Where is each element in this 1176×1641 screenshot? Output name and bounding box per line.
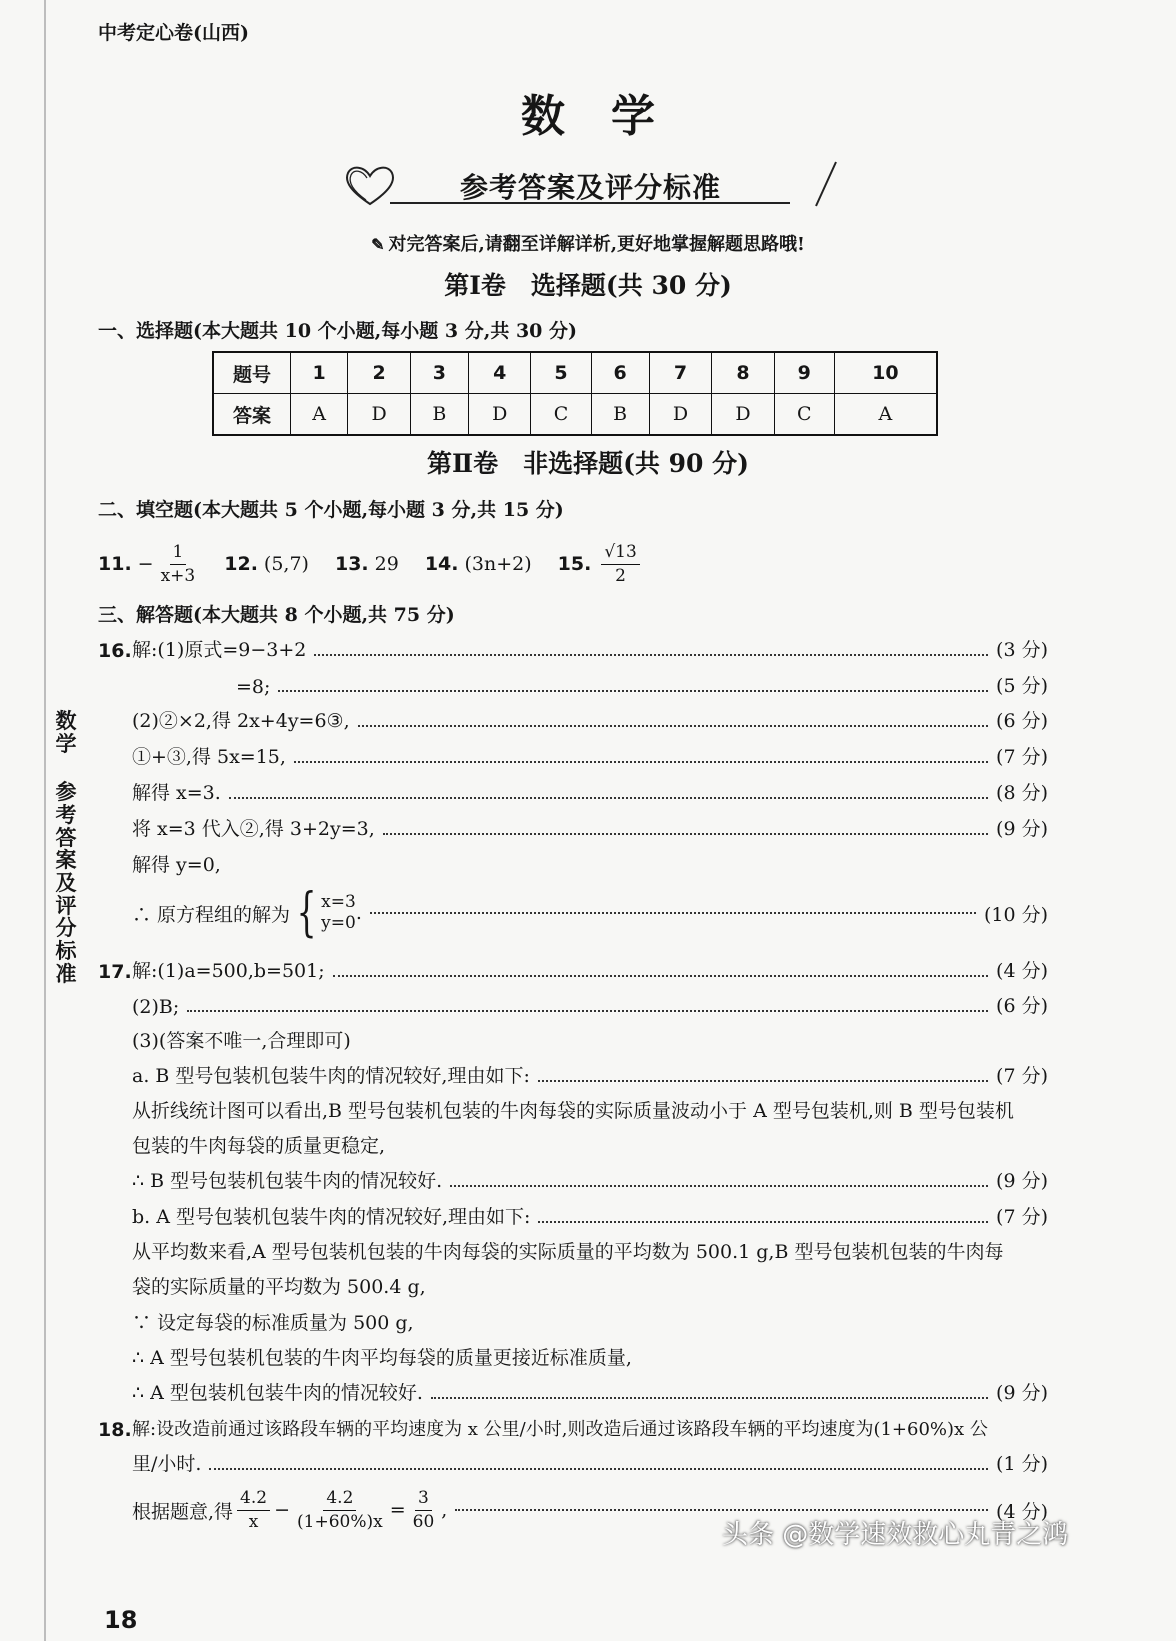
fraction <box>237 1487 270 1532</box>
dot-leader <box>455 1509 988 1511</box>
side-char: 及 <box>55 870 77 896</box>
dot-leader <box>358 725 988 727</box>
choice-answer-table <box>212 351 938 436</box>
answer-sign: − <box>137 553 154 575</box>
q17-line <box>98 1375 1048 1405</box>
q17-line <box>98 953 1048 983</box>
dot-leader <box>314 654 988 656</box>
table-cell-answer: A <box>834 394 937 436</box>
solution-text: 从平均数来看,A 型号包装机包装的牛肉每袋的实际质量的平均数为 500.1 g,B 型号包装机包装的牛肉每 <box>132 1241 1004 1263</box>
fraction-denominator: 2 <box>615 565 626 586</box>
fraction-numerator: 1 <box>170 544 187 565</box>
q16-line <box>98 775 1048 805</box>
score-points: (10 分) <box>983 903 1048 926</box>
side-char: 评 <box>55 892 77 918</box>
q18-line <box>98 1411 1048 1441</box>
q17-line <box>98 1058 1048 1088</box>
solution-text: 包装的牛肉每袋的质量更稳定, <box>132 1135 386 1157</box>
table-row-head-answer: 答案 <box>213 394 291 436</box>
q16-line <box>98 847 1048 877</box>
table-cell-answer: B <box>591 394 649 436</box>
solution-text: =8; <box>236 676 271 698</box>
volume-2-heading: 第Ⅱ卷 非选择题(共 90 分) <box>427 449 749 478</box>
table-cell-number: 7 <box>649 352 711 394</box>
solution-text: 解得 y=0, <box>132 854 221 876</box>
dot-leader <box>333 975 988 977</box>
answer-15-fraction <box>601 541 639 586</box>
dot-leader <box>187 1010 988 1012</box>
table-cell-answer: D <box>468 394 530 436</box>
table-cell-number: 8 <box>712 352 774 394</box>
solution-text: 从折线统计图可以看出,B 型号包装机包装的牛肉每袋的实际质量波动小于 A 型号包装机,则 B 型号包装机 <box>132 1100 1014 1122</box>
fraction-denominator: (1+60%)x <box>297 1511 383 1532</box>
operator: − <box>274 1499 291 1521</box>
q17-line <box>98 988 1048 1018</box>
fraction-denominator: x <box>248 1511 259 1532</box>
solution-text: (3)(答案不唯一,合理即可) <box>132 1030 351 1052</box>
table-cell-answer: C <box>774 394 834 436</box>
side-char: 考 <box>55 802 77 828</box>
score-points: (9 分) <box>996 1170 1048 1192</box>
table-row-numbers <box>213 352 937 394</box>
question-number: 12. <box>224 553 258 575</box>
dot-leader <box>431 1397 988 1399</box>
pencil-icon: ✎ <box>371 235 385 254</box>
q16-line <box>98 632 1048 662</box>
side-char: 分 <box>55 915 77 941</box>
fraction-denominator: x+3 <box>160 565 196 586</box>
side-char: 标 <box>55 938 77 964</box>
score-points: (7 分) <box>996 1065 1048 1087</box>
left-brace: { <box>296 883 317 943</box>
dot-leader <box>538 1221 988 1223</box>
answer-key-banner <box>340 160 840 210</box>
solution-text: 根据题意,得 <box>132 1500 234 1523</box>
dot-leader <box>294 761 988 763</box>
score-points: (9 分) <box>996 818 1048 840</box>
table-cell-number: 1 <box>291 352 348 394</box>
banner-slash-mark <box>810 160 840 208</box>
table-cell-answer: C <box>531 394 591 436</box>
side-char: 数 <box>55 708 77 733</box>
table-cell-number: 3 <box>410 352 468 394</box>
solution-text: ∴ A 型号包装机包装的牛肉平均每袋的质量更接近标准质量, <box>132 1347 632 1369</box>
side-char: 学 <box>55 730 77 756</box>
answer-12: (5,7) <box>263 553 309 575</box>
solution-text: (2)②×2,得 2x+4y=6③, <box>132 710 350 732</box>
solution-text: ∴ B 型号包装机包装牛肉的情况较好. <box>132 1170 443 1192</box>
banner-title: 参考答案及评分标准 <box>460 171 722 204</box>
side-gap <box>52 755 80 781</box>
tip-line <box>0 230 1176 256</box>
q17-line <box>98 1128 1048 1158</box>
table-row-head-number: 题号 <box>213 352 291 394</box>
solution-text: ∴ 原方程组的解为 <box>132 903 291 926</box>
solution-text: 解得 x=3. <box>132 782 221 804</box>
fraction-numerator: 3 <box>415 1490 432 1511</box>
q16-line <box>98 811 1048 841</box>
q17-line <box>98 1023 1048 1053</box>
operator: = <box>389 1499 406 1521</box>
side-label <box>52 710 80 985</box>
fraction-denominator: 60 <box>412 1511 435 1532</box>
dot-leader <box>383 833 988 835</box>
solution-text: ∵ 设定每袋的标准质量为 500 g, <box>132 1312 414 1334</box>
q17-line <box>98 1093 1048 1123</box>
score-points: (7 分) <box>996 746 1048 768</box>
question-number: 18. <box>98 1419 132 1441</box>
table-cell-answer: D <box>348 394 410 436</box>
q16-line <box>98 668 1048 698</box>
watermark: 头条 @数学速效救心丸青之鸿 <box>722 1520 1069 1550</box>
table-cell-number: 4 <box>468 352 530 394</box>
table-cell-number: 2 <box>348 352 410 394</box>
score-points: (1 分) <box>996 1453 1048 1475</box>
page-number: 18 <box>104 1606 138 1634</box>
q16-line <box>98 703 1048 733</box>
fraction-numerator: √13 <box>601 544 639 565</box>
tip-text: 对完答案后,请翻至详解详析,更好地掌握解题思路哦! <box>388 234 805 255</box>
q16-line <box>98 739 1048 769</box>
fraction-numerator: 4.2 <box>323 1490 356 1511</box>
table-cell-number: 9 <box>774 352 834 394</box>
solution-text: b. A 型号包装机包装牛肉的情况较好,理由如下: <box>132 1206 531 1228</box>
score-points: (4 分) <box>996 960 1048 982</box>
table-cell-number: 6 <box>591 352 649 394</box>
solution-text: 袋的实际质量的平均数为 500.4 g, <box>132 1276 426 1298</box>
table-cell-answer: A <box>291 394 348 436</box>
side-char: 准 <box>55 960 77 986</box>
q17-line <box>98 1163 1048 1193</box>
dot-leader <box>450 1185 988 1187</box>
solution-text: . <box>355 902 362 924</box>
equation-system <box>290 883 356 943</box>
equation-stack <box>321 892 356 935</box>
question-number: 14. <box>424 553 459 575</box>
q17-line <box>98 1199 1048 1229</box>
question-number: 11. <box>98 553 132 575</box>
dot-leader <box>370 912 976 914</box>
solution-text: 解:(1)原式=9−3+2 <box>132 639 307 661</box>
question-number: 16. <box>98 640 132 662</box>
side-char: 案 <box>55 847 77 873</box>
q17-line <box>98 1234 1048 1264</box>
fraction-numerator: 4.2 <box>237 1490 270 1511</box>
question-number: 17. <box>98 961 132 983</box>
fraction <box>294 1487 386 1532</box>
answer-11-fraction <box>158 541 199 586</box>
dot-leader <box>278 690 988 692</box>
score-points: (8 分) <box>996 782 1048 804</box>
score-points: (4 分) <box>996 1500 1048 1523</box>
solution-text: , <box>441 1499 448 1521</box>
answer-14: (3n+2) <box>464 553 532 575</box>
solution-text: 将 x=3 代入②,得 3+2y=3, <box>132 818 375 840</box>
solution-text: ①+③,得 5x=15, <box>132 746 286 768</box>
q17-line <box>98 1305 1048 1335</box>
series-title: 中考定心卷(山西) <box>98 22 249 44</box>
section-2-heading: 二、填空题(本大题共 5 个小题,每小题 3 分,共 15 分) <box>98 499 564 521</box>
equation-line: x=3 <box>321 891 356 912</box>
solution-text: a. B 型号包装机包装牛肉的情况较好,理由如下: <box>132 1065 530 1087</box>
q16-line-system <box>98 882 1048 944</box>
table-cell-number: 5 <box>531 352 591 394</box>
side-char: 参 <box>55 779 77 805</box>
question-number: 15. <box>557 553 592 575</box>
page-title: 数学 <box>521 91 701 142</box>
section-1-heading: 一、选择题(本大题共 10 个小题,每小题 3 分,共 30 分) <box>98 320 577 342</box>
table-cell-answer: B <box>410 394 468 436</box>
equation-line: y=0 <box>321 913 356 933</box>
score-points: (9 分) <box>996 1382 1048 1404</box>
q17-line <box>98 1340 1048 1370</box>
table-cell-answer: D <box>649 394 711 436</box>
dot-leader <box>538 1080 988 1082</box>
solution-text: 解:设改造前通过该路段车辆的平均速度为 x 公里/小时,则改造后通过该路段车辆的平均速度为(1+60%)x 公 <box>132 1419 988 1440</box>
table-cell-number: 10 <box>834 352 937 394</box>
score-points: (6 分) <box>996 710 1048 732</box>
solution-text: ∴ A 型包装机包装牛肉的情况较好. <box>132 1382 423 1404</box>
score-points: (7 分) <box>996 1206 1048 1228</box>
solution-text: 里/小时. <box>132 1453 202 1475</box>
table-cell-answer: D <box>712 394 774 436</box>
dot-leader <box>229 797 988 799</box>
volume-1-heading: 第Ⅰ卷 选择题(共 30 分) <box>444 271 732 300</box>
q18-line <box>98 1446 1048 1476</box>
section-3-heading: 三、解答题(本大题共 8 个小题,共 75 分) <box>98 604 455 626</box>
table-row-answers <box>213 394 937 436</box>
answer-13: 29 <box>374 553 399 575</box>
score-points: (5 分) <box>996 675 1048 697</box>
fill-in-answers <box>98 542 644 586</box>
score-points: (6 分) <box>996 995 1048 1017</box>
solution-text: (2)B; <box>132 996 180 1018</box>
question-number: 13. <box>334 553 369 575</box>
q17-line <box>98 1269 1048 1299</box>
fraction <box>410 1487 438 1532</box>
solution-text: 解:(1)a=500,b=501; <box>132 960 325 982</box>
score-points: (3 分) <box>996 639 1048 661</box>
side-char: 答 <box>55 824 77 850</box>
dot-leader <box>209 1468 988 1470</box>
